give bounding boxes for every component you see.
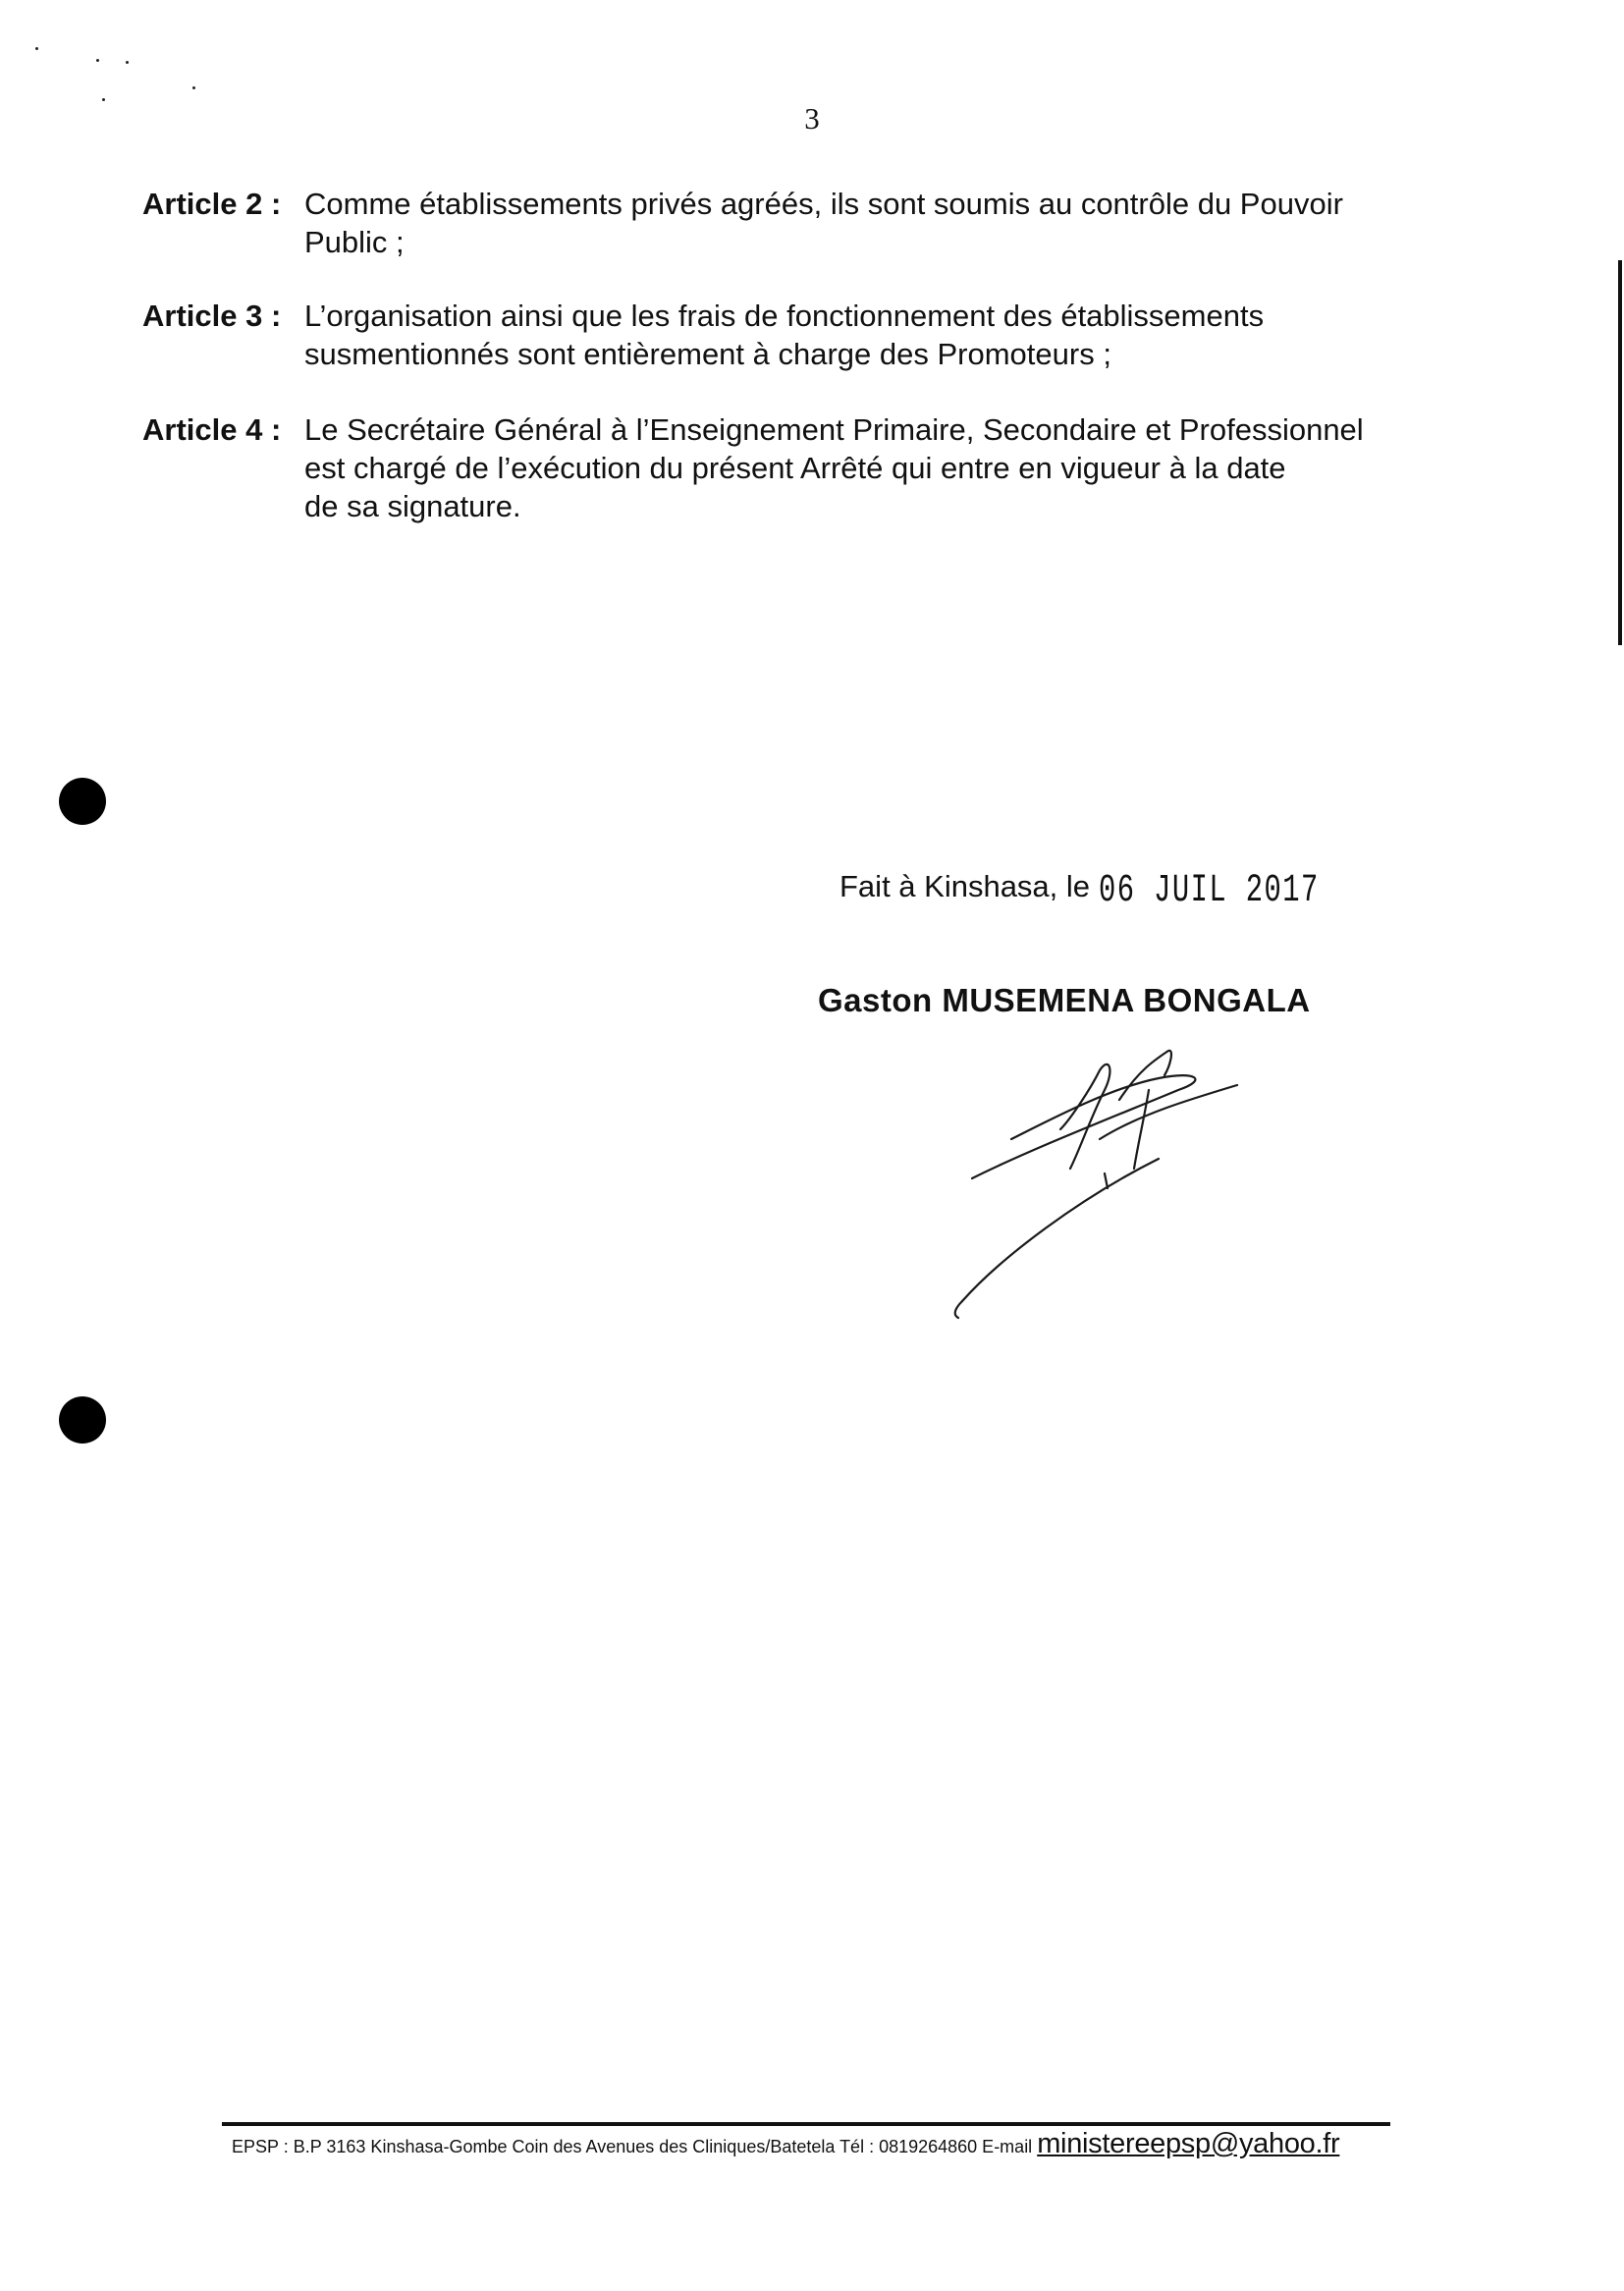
scan-speck	[35, 47, 38, 50]
article-line: L’organisation ainsi que les frais de fonctionnement des établissements	[304, 299, 1265, 333]
article-label: Article 4 :	[142, 412, 282, 447]
punch-hole	[59, 1396, 106, 1444]
scan-speck	[126, 61, 129, 64]
footer-address: EPSP : B.P 3163 Kinshasa-Gombe Coin des Avenues des Cliniques/Batetela Tél : 0819264860 E-mail	[232, 2137, 1033, 2156]
scan-edge-line	[1618, 260, 1622, 645]
scan-speck	[192, 86, 195, 89]
article-line: susmentionnés sont entièrement à charge des Promoteurs ;	[304, 337, 1111, 371]
punch-hole	[59, 778, 106, 825]
article-body	[304, 410, 1488, 525]
page-number: 3	[804, 101, 820, 136]
signoff-place: Fait à Kinshasa, le	[839, 869, 1091, 903]
article-2	[142, 185, 1488, 261]
scan-speck	[96, 59, 99, 62]
signoff-line	[839, 869, 1405, 913]
footer	[232, 2128, 1339, 2160]
article-label: Article 2 :	[142, 187, 282, 221]
article-line: est chargé de l’exécution du présent Arrêté qui entre en vigueur à la date	[304, 451, 1286, 485]
signer-name: Gaston MUSEMENA BONGALA	[818, 982, 1311, 1018]
article-label: Article 3 :	[142, 299, 282, 333]
date-stamp: 06 JUIL 2017	[1098, 869, 1320, 913]
article-line: Le Secrétaire Général à l’Enseignement Primaire, Secondaire et Professionnel	[304, 412, 1364, 447]
article-body	[304, 297, 1488, 373]
handwritten-signature	[943, 1031, 1316, 1326]
footer-rule	[222, 2122, 1390, 2126]
article-line: de sa signature.	[304, 489, 521, 523]
article-line: Comme établissements privés agréés, ils sont soumis au contrôle du Pouvoir	[304, 187, 1343, 221]
footer-email-link[interactable]: ministereepsp@yahoo.fr	[1037, 2128, 1340, 2159]
article-3	[142, 297, 1488, 373]
article-line: Public ;	[304, 225, 405, 259]
article-body	[304, 185, 1488, 261]
article-4	[142, 410, 1488, 525]
